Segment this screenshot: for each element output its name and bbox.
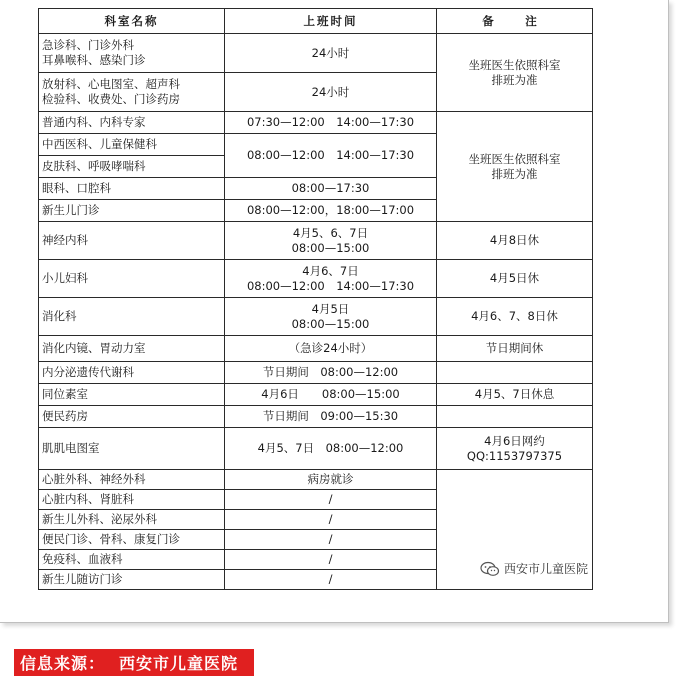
- time-cell: 4月5、7日 08:00—12:00: [225, 428, 437, 470]
- note-cell: 4月6、7、8日休: [437, 298, 593, 336]
- time-cell: 病房就诊: [225, 470, 437, 490]
- dept-cell: 急诊科、门诊外科 耳鼻喉科、感染门诊: [39, 34, 225, 73]
- table-row: [39, 34, 593, 73]
- wechat-icon: [480, 561, 500, 577]
- note-cell: 4月5、7日休息: [437, 384, 593, 406]
- table-row: [39, 336, 593, 362]
- table-row: [39, 112, 593, 134]
- note-cell: 4月8日休: [437, 222, 593, 260]
- watermark: [437, 561, 588, 583]
- time-cell: 4月6日 08:00—15:00: [225, 384, 437, 406]
- table-row: [39, 428, 593, 470]
- time-cell: /: [225, 550, 437, 570]
- dept-cell: 同位素室: [39, 384, 225, 406]
- time-cell: 08:00—17:30: [225, 178, 437, 200]
- time-cell: （急诊24小时）: [225, 336, 437, 362]
- note-cell: [437, 406, 593, 428]
- time-cell: 24小时: [225, 73, 437, 112]
- header-time: 上班时间: [225, 9, 437, 34]
- note-cell: 坐班医生依照科室 排班为准: [437, 112, 593, 222]
- header-note: 备 注: [437, 9, 593, 34]
- dept-cell: 小儿妇科: [39, 260, 225, 298]
- time-cell: 节日期间 08:00—12:00: [225, 362, 437, 384]
- table-row: [39, 406, 593, 428]
- note-cell: 节日期间休: [437, 336, 593, 362]
- schedule-table: [38, 8, 593, 590]
- time-cell: /: [225, 490, 437, 510]
- note-cell: 4月5日休: [437, 260, 593, 298]
- dept-cell: 肌肌电图室: [39, 428, 225, 470]
- source-label: 信息来源：: [20, 654, 106, 673]
- table-row: [39, 222, 593, 260]
- source-name: 西安市儿童医院: [119, 654, 239, 673]
- time-cell: 24小时: [225, 34, 437, 73]
- table-row: [39, 470, 593, 490]
- time-cell: 4月5、6、7日 08:00—15:00: [225, 222, 437, 260]
- dept-cell: 心脏内科、肾脏科: [39, 490, 225, 510]
- note-cell-watermark: [437, 470, 593, 590]
- note-cell: 4月6日网约 QQ:1153797375: [437, 428, 593, 470]
- table-row: [39, 384, 593, 406]
- dept-cell: 皮肤科、呼吸哮喘科: [39, 156, 225, 178]
- time-cell: 节日期间 09:00—15:30: [225, 406, 437, 428]
- note-cell: 坐班医生依照科室 排班为准: [437, 34, 593, 112]
- dept-cell: 内分泌遗传代谢科: [39, 362, 225, 384]
- header-department: 科室名称: [39, 9, 225, 34]
- dept-cell: 眼科、口腔科: [39, 178, 225, 200]
- note-cell: [437, 362, 593, 384]
- time-cell: 4月6、7日 08:00—12:00 14:00—17:30: [225, 260, 437, 298]
- time-cell: 07:30—12:00 14:00—17:30: [225, 112, 437, 134]
- time-cell: 08:00—12:00，18:00—17:00: [225, 200, 437, 222]
- dept-cell: 心脏外科、神经外科: [39, 470, 225, 490]
- table-row: [39, 260, 593, 298]
- table-header-row: [39, 9, 593, 34]
- dept-cell: 便民门诊、骨科、康复门诊: [39, 530, 225, 550]
- dept-cell: 神经内科: [39, 222, 225, 260]
- table-row: [39, 298, 593, 336]
- time-cell: /: [225, 530, 437, 550]
- dept-cell: 消化内镜、胃动力室: [39, 336, 225, 362]
- dept-cell: 中西医科、儿童保健科: [39, 134, 225, 156]
- time-cell: 08:00—12:00 14:00—17:30: [225, 134, 437, 178]
- time-cell: /: [225, 570, 437, 590]
- dept-cell: 放射科、心电图室、超声科 检验科、收费处、门诊药房: [39, 73, 225, 112]
- watermark-text: 西安市儿童医院: [503, 561, 588, 576]
- source-banner: [14, 649, 254, 676]
- dept-cell: 新生儿随访门诊: [39, 570, 225, 590]
- time-cell: /: [225, 510, 437, 530]
- dept-cell: 新生儿外科、泌尿外科: [39, 510, 225, 530]
- time-cell: 4月5日 08:00—15:00: [225, 298, 437, 336]
- dept-cell: 便民药房: [39, 406, 225, 428]
- dept-cell: 免疫科、血液科: [39, 550, 225, 570]
- dept-cell: 消化科: [39, 298, 225, 336]
- table-row: [39, 362, 593, 384]
- dept-cell: 新生儿门诊: [39, 200, 225, 222]
- dept-cell: 普通内科、内科专家: [39, 112, 225, 134]
